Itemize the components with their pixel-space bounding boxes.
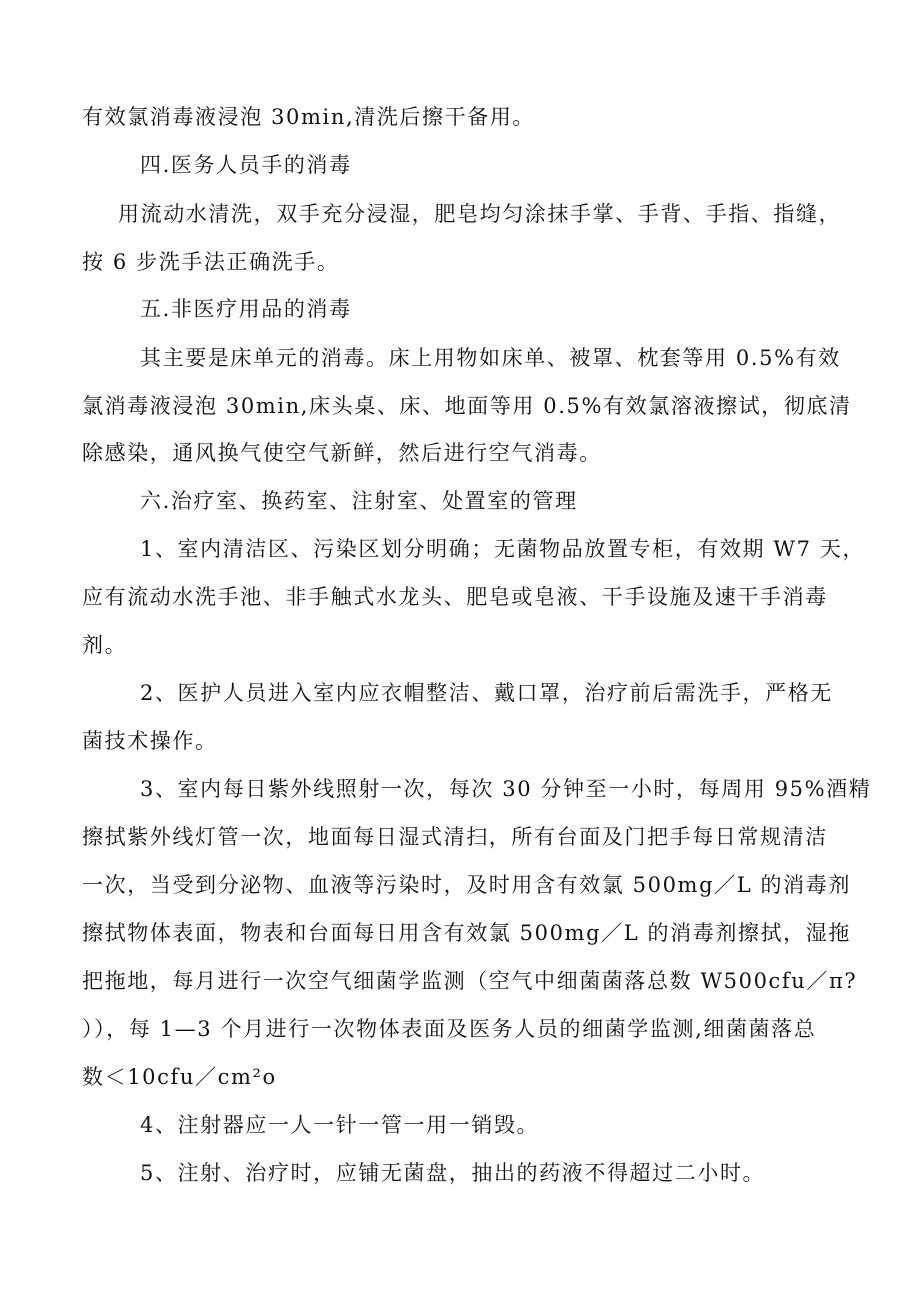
text-line-7: 氯消毒液浸泡 30min,床头桌、床、地面等用 0.5%有效氯溶液擦试，彻底清	[82, 394, 852, 418]
text-line-12: 剂。	[82, 633, 128, 657]
text-line-18: 擦拭物体表面，物表和台面每日用含有效氯 500mg／L 的消毒剂擦拭，湿拖	[82, 921, 851, 945]
text-line-20: ）），每 1—3 个月进行一次物体表面及医务人员的细菌学监测,细菌菌落总	[82, 1017, 817, 1041]
text-line-22: 4、注射器应一人一针一管一用一销毁。	[140, 1113, 540, 1137]
text-line-15: 3、室内每日紫外线照射一次，每次 30 分钟至一小时，每周用 95%酒精	[140, 777, 872, 801]
text-line-23: 5、注射、治疗时，应铺无菌盘，抽出的药液不得超过二小时。	[140, 1161, 766, 1185]
text-line-17: 一次，当受到分泌物、血液等污染时，及时用含有效氯 500mg／L 的消毒剂	[82, 873, 851, 897]
text-line-8: 除感染，通风换气使空气新鲜，然后进行空气消毒。	[82, 441, 602, 465]
section-heading-6: 六.治疗室、换药室、注射室、处置室的管理	[140, 489, 578, 513]
section-heading-4: 四.医务人员手的消毒	[140, 153, 352, 177]
text-line-1: 有效氯消毒液浸泡 30min,清洗后擦干备用。	[82, 105, 536, 129]
text-line-16: 擦拭紫外线灯管一次，地面每日湿式清扫，所有台面及门把手每日常规清洁	[82, 825, 828, 849]
section-heading-5: 五.非医疗用品的消毒	[140, 297, 352, 321]
text-line-13: 2、医护人员进入室内应衣帽整洁、戴口罩，治疗前后需洗手，严格无	[140, 681, 833, 705]
text-line-19: 把拖地，每月进行一次空气细菌学监测（空气中细菌菌落总数 W500cfu／π?	[82, 969, 858, 993]
text-line-6: 其主要是床单元的消毒。床上用物如床单、被罩、枕套等用 0.5%有效	[140, 346, 841, 370]
text-line-11: 应有流动水洗手池、非手触式水龙头、肥皂或皂液、干手设施及速干手消毒	[82, 585, 828, 609]
text-line-10: 1、室内清洁区、污染区划分明确；无菌物品放置专柜，有效期 W7 天，	[140, 537, 866, 561]
text-line-4: 按 6 步洗手法正确洗手。	[82, 250, 340, 274]
text-line-3: 用流动水清洗，双手充分浸湿，肥皂均匀涂抹手掌、手背、手指、指缝，	[118, 202, 842, 226]
text-line-14: 菌技术操作。	[82, 729, 218, 753]
text-line-21: 数＜10cfu／cm²o	[82, 1065, 277, 1089]
